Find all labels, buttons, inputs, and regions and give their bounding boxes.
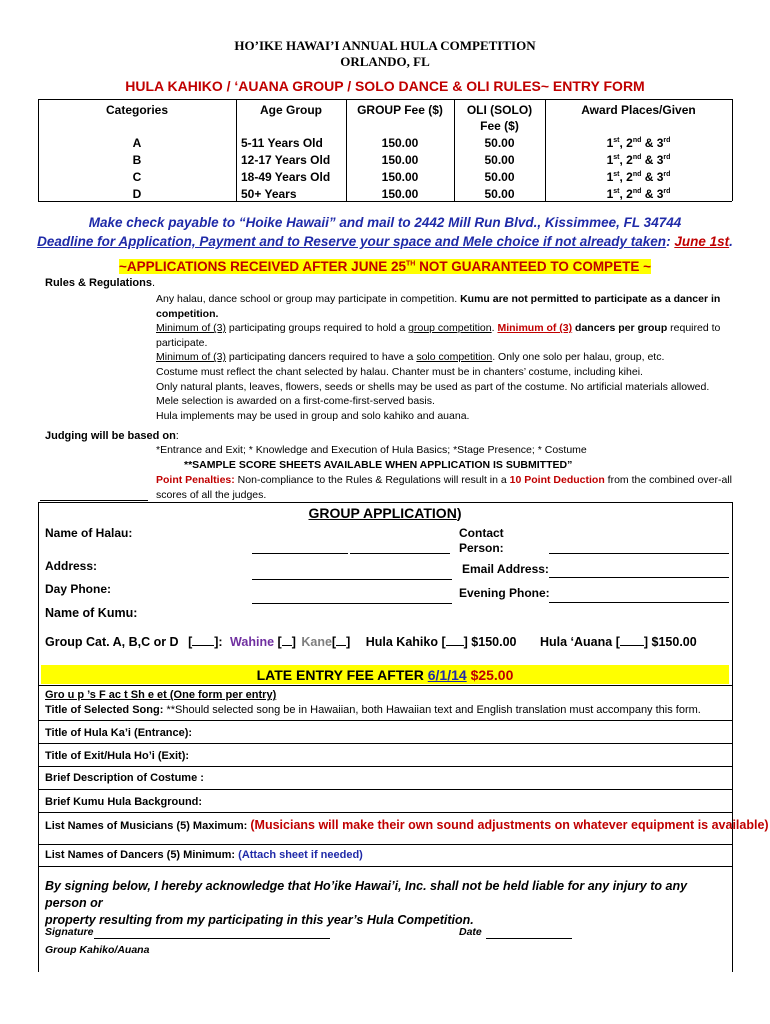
kane-checkbox[interactable]: [336, 645, 346, 646]
document-title: HO’IKE HAWAI’I ANNUAL HULA COMPETITION: [234, 38, 536, 53]
table-cell-age: 18-49 Years Old: [241, 170, 331, 184]
group-category-label: Group Cat. A, B,C or D: [45, 635, 179, 649]
entrance-title-label: Title of Hula Ka’i (Entrance):: [45, 727, 193, 739]
date-field[interactable]: [486, 938, 572, 939]
document-location: ORLANDO, FL: [340, 54, 430, 69]
point-penalties-line2: scores of all the judges.: [156, 489, 267, 501]
table-cell-award: 1st, 2nd & 3rd: [606, 187, 671, 201]
name-of-halau-label: Name of Halau:: [45, 526, 133, 540]
payment-instructions: Make check payable to “Hoike Hawaii” and mail to 2442 Mill Run Blvd., Kissimmee, FL 34744: [88, 215, 682, 230]
rules-heading: Rules & Regulations.: [45, 277, 156, 289]
table-cell-oli-fee: 50.00: [484, 170, 515, 184]
table-cell-category: C: [132, 170, 142, 184]
table-cell-group-fee: 150.00: [381, 153, 419, 167]
email-label: Email Address:: [462, 562, 549, 576]
judging-criteria: *Entrance and Exit; * Knowledge and Execution of Hula Basics; *Stage Presence; * Costume: [156, 444, 587, 456]
signature-label: Signature: [45, 926, 94, 938]
contact-person-label-2: Person:: [459, 541, 504, 555]
liability-disclaimer: By signing below, I hereby acknowledge that Ho’ike Hawai’i, Inc. shall not be held liable for any injury to any person or property resulting from my participating in this year’s Hula Competition.: [45, 879, 688, 927]
late-fee-text: LATE ENTRY FEE AFTER 6/1/14 $25.00: [256, 667, 514, 683]
contact-person-label: Contact: [459, 526, 504, 540]
rule-item: participate.: [156, 336, 208, 349]
fact-sheet-heading: Gro u p ’s F ac t Sh e et (One form per entry): [45, 689, 277, 701]
selected-song-row: Title of Selected Song: **Should selected song be in Hawaiian, both Hawaiian text and English translation must accompany this form.: [45, 704, 701, 716]
email-field[interactable]: [549, 577, 729, 578]
kumu-background-label: Brief Kumu Hula Background:: [45, 796, 203, 808]
group-category-field[interactable]: [192, 645, 214, 646]
date-label: Date: [459, 926, 482, 938]
table-header-oli-fee-line1: OLI (SOLO): [466, 103, 533, 117]
table-cell-category: B: [132, 153, 142, 167]
late-application-notice: ~APPLICATIONS RECEIVED AFTER JUNE 25TH NOT GUARANTEED TO COMPETE ~: [119, 259, 651, 274]
rule-item: competition.: [156, 307, 219, 320]
address-field[interactable]: [252, 579, 452, 580]
table-cell-group-fee: 150.00: [381, 187, 419, 201]
point-penalties: Point Penalties: Non-compliance to the Rules & Regulations will result in a 10 Point Deduction from the combined over-all: [156, 474, 732, 486]
table-header-age-group: Age Group: [260, 103, 322, 117]
rule-item: Only natural plants, leaves, flowers, seeds or shells may be used as part of the costume. No artificial materials allowed.: [156, 380, 710, 393]
signature-field[interactable]: [94, 938, 330, 939]
table-header-group-fee: GROUP Fee ($): [357, 103, 443, 117]
table-cell-category: A: [132, 136, 142, 150]
day-phone-label: Day Phone:: [45, 582, 112, 596]
evening-phone-label: Evening Phone:: [459, 586, 550, 600]
table-cell-award: 1st, 2nd & 3rd: [606, 153, 671, 167]
dancers-row: List Names of Dancers (5) Minimum: (Attach sheet if needed): [45, 849, 363, 861]
group-kahiko-auana-label: Group Kahiko/Auana: [45, 944, 150, 956]
musicians-row: List Names of Musicians (5) Maximum: (Musicians will make their own sound adjustments on whatever equipment is available): [45, 818, 769, 832]
table-cell-award: 1st, 2nd & 3rd: [606, 136, 671, 150]
hula-auana-label: Hula ‘Auana: [539, 635, 613, 649]
wahine-checkbox[interactable]: [282, 645, 292, 646]
day-phone-field[interactable]: [252, 603, 452, 604]
judging-heading: Judging will be based on:: [45, 430, 179, 442]
name-of-kumu-label: Name of Kumu:: [45, 606, 138, 620]
table-cell-group-fee: 150.00: [381, 136, 419, 150]
rule-item: Costume must reflect the chant selected by halau. Chanter must be in chanters’ costume, including kihei.: [156, 365, 643, 378]
hula-auana-checkbox[interactable]: [620, 645, 644, 646]
table-cell-group-fee: 150.00: [381, 170, 419, 184]
table-cell-award: 1st, 2nd & 3rd: [606, 170, 671, 184]
wahine-label: Wahine: [230, 635, 275, 649]
rule-item: Minimum of (3) participating groups required to hold a group competition. Minimum of (3) dancers per group required to: [156, 322, 721, 335]
table-cell-oli-fee: 50.00: [484, 136, 515, 150]
group-application-heading: GROUP APPLICATION): [308, 505, 462, 521]
rule-item: Mele selection is awarded on a first-come-first-served basis.: [156, 395, 435, 408]
hula-kahiko-checkbox[interactable]: [446, 645, 464, 646]
table-header-oli-fee-line2: Fee ($): [480, 119, 519, 133]
kane-label: Kane: [301, 635, 332, 649]
name-of-halau-field-2[interactable]: [350, 553, 450, 554]
rule-item: Hula implements may be used in group and solo kahiko and auana.: [156, 409, 470, 422]
contact-person-field[interactable]: [549, 553, 729, 554]
sample-score-sheets-note: **SAMPLE SCORE SHEETS AVAILABLE WHEN APPLICATION IS SUBMITTED”: [184, 459, 573, 471]
rules-list: [156, 292, 731, 423]
form-title: HULA KAHIKO / ‘AUANA GROUP / SOLO DANCE & OLI RULES~ ENTRY FORM: [125, 78, 645, 94]
costume-description-label: Brief Description of Costume :: [45, 772, 204, 784]
exit-title-label: Title of Exit/Hula Ho’i (Exit):: [45, 750, 190, 762]
rule-item: Minimum of (3) participating dancers required to have a solo competition. Only one solo per halau, group, etc.: [156, 351, 665, 364]
table-header-categories: Categories: [105, 103, 169, 117]
table-cell-age: 5-11 Years Old: [241, 136, 323, 150]
group-category-row: Group Cat. A, B,C or D [ ]: Wahine [ ] Kane[ ] Hula Kahiko [ ] $150.00 Hula ‘Auana [ ] $150.00: [45, 635, 697, 649]
table-cell-category: D: [132, 187, 142, 201]
table-cell-oli-fee: 50.00: [484, 153, 515, 167]
table-cell-oli-fee: 50.00: [484, 187, 515, 201]
table-header-award: Award Places/Given: [581, 103, 696, 117]
address-label: Address:: [45, 559, 98, 573]
table-cell-age: 50+ Years: [241, 187, 297, 201]
rule-item: Any halau, dance school or group may participate in competition. Kumu are not permitted to participate as a dancer in: [156, 293, 721, 305]
evening-phone-field[interactable]: [549, 602, 729, 603]
deadline-line: Deadline for Application, Payment and to Reserve your space and Mele choice if not already taken: June 1st.: [37, 234, 733, 249]
hula-kahiko-label: Hula Kahiko: [365, 635, 438, 649]
name-of-halau-field[interactable]: [252, 553, 348, 554]
table-cell-age: 12-17 Years Old: [241, 153, 331, 167]
